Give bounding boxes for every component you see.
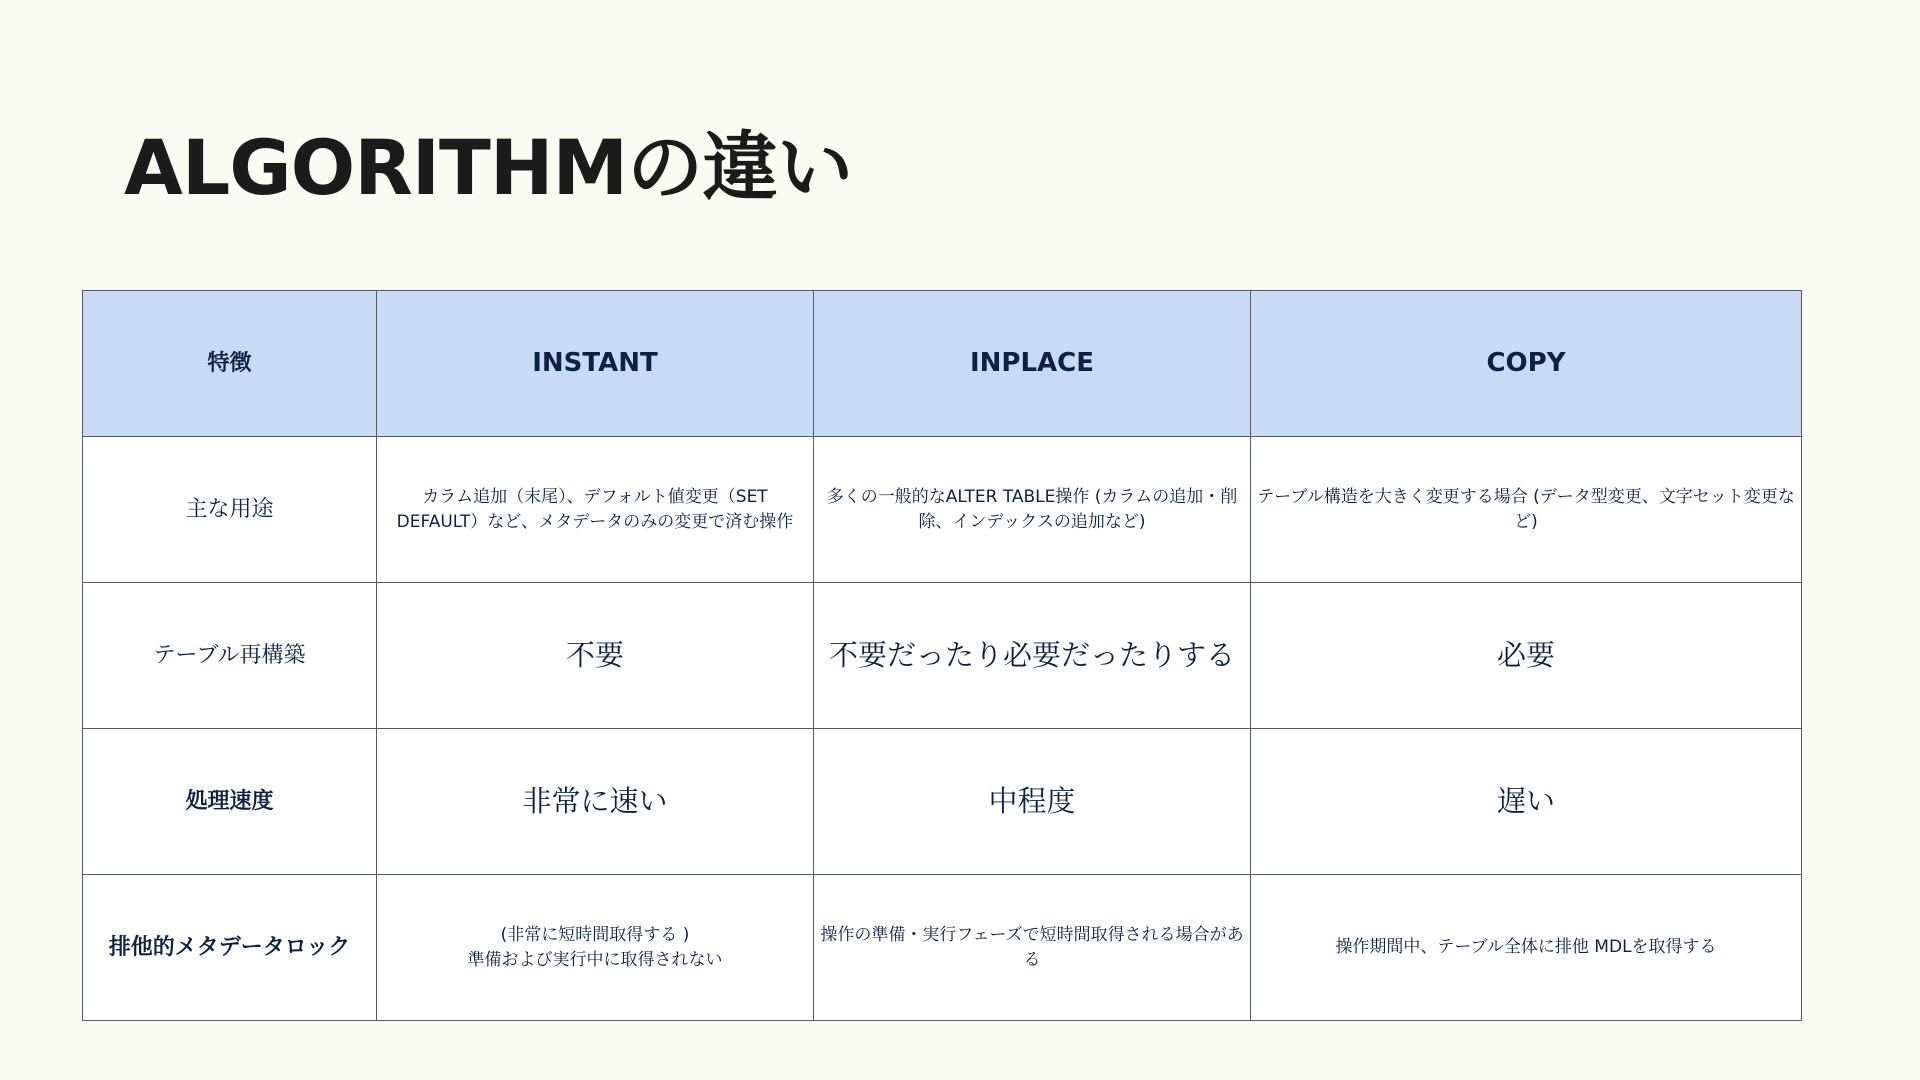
row-label-main-use: 主な用途: [83, 437, 377, 583]
slide-title: ALGORITHMの違い: [124, 123, 853, 212]
cell-rebuild-instant: 不要: [377, 583, 814, 729]
cell-main-use-inplace: 多くの一般的なALTER TABLE操作 (カラムの追加・削除、インデックスの追加など): [814, 437, 1251, 583]
header-inplace: INPLACE: [814, 291, 1251, 437]
cell-mdl-copy: 操作期間中、テーブル全体に排他 MDLを取得する: [1251, 875, 1802, 1021]
cell-mdl-instant-line1: (非常に短時間取得する ): [500, 924, 690, 945]
cell-speed-inplace: 中程度: [814, 729, 1251, 875]
cell-rebuild-copy: 必要: [1251, 583, 1802, 729]
cell-speed-instant: 非常に速い: [377, 729, 814, 875]
cell-speed-copy: 遅い: [1251, 729, 1802, 875]
table-header-row: [83, 291, 1802, 437]
row-label-processing-speed: 処理速度: [83, 729, 377, 875]
algorithm-comparison-table: [82, 290, 1802, 1021]
cell-mdl-inplace: 操作の準備・実行フェーズで短時間取得される場合がある: [814, 875, 1251, 1021]
cell-main-use-instant: カラム追加（末尾）、デフォルト値変更（SET DEFAULT）など、メタデータのみの変更で済む操作: [377, 437, 814, 583]
table-row-table-rebuild: [83, 583, 1802, 729]
header-copy: COPY: [1251, 291, 1802, 437]
header-instant: INSTANT: [377, 291, 814, 437]
cell-main-use-copy: テーブル構造を大きく変更する場合 (データ型変更、文字セット変更など): [1251, 437, 1802, 583]
row-label-exclusive-mdl: 排他的メタデータロック: [83, 875, 377, 1021]
row-label-table-rebuild: テーブル再構築: [83, 583, 377, 729]
header-feature: 特徴: [83, 291, 377, 437]
cell-mdl-instant: [377, 875, 814, 1021]
table-row-main-use: [83, 437, 1802, 583]
cell-mdl-instant-line2: 準備および実行中に取得されない: [467, 949, 723, 970]
table-row-processing-speed: [83, 729, 1802, 875]
cell-rebuild-inplace: 不要だったり必要だったりする: [814, 583, 1251, 729]
table-row-exclusive-mdl: [83, 875, 1802, 1021]
